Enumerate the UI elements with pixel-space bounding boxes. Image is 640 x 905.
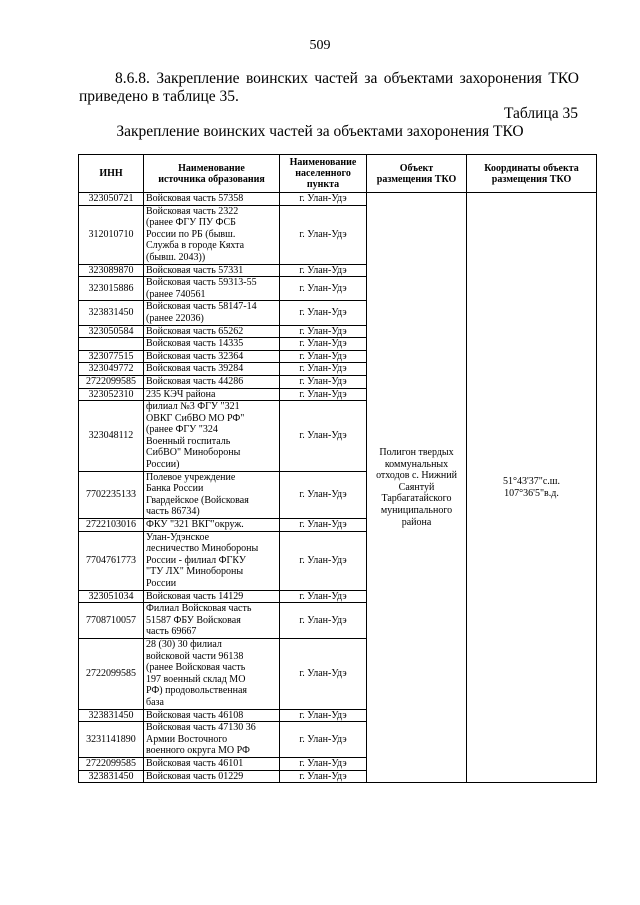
table-number-label: Таблица 35 — [503, 105, 578, 122]
cell-source-name: Войсковая часть 59313-55 (ранее 740561 — [144, 277, 280, 301]
cell-locality: г. Улан-Удэ — [280, 388, 367, 401]
cell-locality: г. Улан-Удэ — [280, 193, 367, 206]
header-source-name: Наименование источника образования — [144, 155, 280, 193]
cell-inn: 2722103016 — [79, 519, 144, 532]
cell-inn: 323831450 — [79, 301, 144, 325]
cell-source-name: Войсковая часть 57358 — [144, 193, 280, 206]
header-coordinates: Координаты объекта размещения ТКО — [467, 155, 597, 193]
cell-source-name: Войсковая часть 32364 — [144, 350, 280, 363]
cell-locality: г. Улан-Удэ — [280, 603, 367, 639]
cell-source-name: Войсковая часть 14129 — [144, 590, 280, 603]
cell-locality: г. Улан-Удэ — [280, 709, 367, 722]
cell-object-coordinates: 51°43'37"с.ш. 107°36'5"в.д. — [467, 193, 597, 783]
cell-locality: г. Улан-Удэ — [280, 264, 367, 277]
cell-locality: г. Улан-Удэ — [280, 471, 367, 518]
table-body — [79, 193, 597, 783]
cell-source-name: Войсковая часть 46108 — [144, 709, 280, 722]
cell-locality: г. Улан-Удэ — [280, 363, 367, 376]
cell-inn: 323015886 — [79, 277, 144, 301]
cell-locality: г. Улан-Удэ — [280, 757, 367, 770]
cell-inn: 323089870 — [79, 264, 144, 277]
cell-source-name: Полевое учреждение Банка России Гвардейское (Войсковая часть 86734) — [144, 471, 280, 518]
cell-source-name: филиал №3 ФГУ "321 ОВКГ СибВО МО РФ" (ранее ФГУ "324 Военный госпиталь СибВО" Минобороны России) — [144, 401, 280, 472]
cell-inn: 323052310 — [79, 388, 144, 401]
header-inn: ИНН — [79, 155, 144, 193]
cell-inn — [79, 338, 144, 351]
cell-locality: г. Улан-Удэ — [280, 722, 367, 758]
cell-inn: 2722099585 — [79, 757, 144, 770]
header-locality: Наименование населенного пункта — [280, 155, 367, 193]
cell-source-name: Войсковая часть 46101 — [144, 757, 280, 770]
cell-locality: г. Улан-Удэ — [280, 301, 367, 325]
cell-inn: 323831450 — [79, 709, 144, 722]
table-row — [79, 193, 597, 206]
cell-inn: 323077515 — [79, 350, 144, 363]
cell-source-name: Войсковая часть 14335 — [144, 338, 280, 351]
cell-inn: 7704761773 — [79, 531, 144, 590]
cell-inn: 2722099585 — [79, 638, 144, 709]
table-header-row — [79, 155, 597, 193]
cell-inn: 323049772 — [79, 363, 144, 376]
cell-source-name: Войсковая часть 39284 — [144, 363, 280, 376]
section-paragraph: 8.6.8. Закрепление воинских частей за объектами захоронения ТКО приведено в таблице 35. — [79, 70, 579, 105]
cell-inn: 323050584 — [79, 325, 144, 338]
cell-locality: г. Улан-Удэ — [280, 519, 367, 532]
cell-locality: г. Улан-Удэ — [280, 770, 367, 783]
table-caption: Закрепление воинских частей за объектами захоронения ТКО — [116, 123, 524, 140]
cell-locality: г. Улан-Удэ — [280, 531, 367, 590]
cell-inn: 323831450 — [79, 770, 144, 783]
cell-source-name: Войсковая часть 44286 — [144, 375, 280, 388]
cell-source-name: Войсковая часть 57331 — [144, 264, 280, 277]
cell-locality: г. Улан-Удэ — [280, 325, 367, 338]
cell-inn: 323048112 — [79, 401, 144, 472]
cell-inn: 312010710 — [79, 205, 144, 264]
cell-source-name: ФКУ "321 ВКГ"окруж. — [144, 519, 280, 532]
page-number: 509 — [309, 38, 331, 53]
cell-locality: г. Улан-Удэ — [280, 401, 367, 472]
cell-source-name: Войсковая часть 2322 (ранее ФГУ ПУ ФСБ России по РБ (бывш. Служба в городе Кяхта (бывш. 2043)) — [144, 205, 280, 264]
waste-assignment-table — [78, 154, 597, 783]
cell-source-name: Улан-Удэнское лесничество Минобороны России - филиал ФГКУ "ТУ ЛХ" Минобороны России — [144, 531, 280, 590]
cell-inn: 323051034 — [79, 590, 144, 603]
cell-source-name: Войсковая часть 47130 36 Армии Восточного военного округа МО РФ — [144, 722, 280, 758]
cell-locality: г. Улан-Удэ — [280, 205, 367, 264]
cell-locality: г. Улан-Удэ — [280, 638, 367, 709]
cell-source-name: 28 (30) 30 филиал войсковой части 96138 (ранее Войсковая часть 197 военный склад МО РФ) продовольственная база — [144, 638, 280, 709]
cell-source-name: Филиал Войсковая часть 51587 ФБУ Войсковая часть 69667 — [144, 603, 280, 639]
cell-source-name: Войсковая часть 58147-14 (ранее 22036) — [144, 301, 280, 325]
cell-inn: 7708710057 — [79, 603, 144, 639]
cell-source-name: Войсковая часть 65262 — [144, 325, 280, 338]
cell-locality: г. Улан-Удэ — [280, 590, 367, 603]
cell-inn: 3231141890 — [79, 722, 144, 758]
cell-locality: г. Улан-Удэ — [280, 375, 367, 388]
cell-source-name: Войсковая часть 01229 — [144, 770, 280, 783]
cell-locality: г. Улан-Удэ — [280, 338, 367, 351]
cell-waste-object: Полигон твердых коммунальных отходов с. Нижний Саянтуй Тарбагатайского муниципального района — [367, 193, 467, 783]
cell-locality: г. Улан-Удэ — [280, 277, 367, 301]
cell-locality: г. Улан-Удэ — [280, 350, 367, 363]
cell-inn: 2722099585 — [79, 375, 144, 388]
header-object: Объект размещения ТКО — [367, 155, 467, 193]
cell-inn: 7702235133 — [79, 471, 144, 518]
cell-inn: 323050721 — [79, 193, 144, 206]
cell-source-name: 235 КЭЧ района — [144, 388, 280, 401]
